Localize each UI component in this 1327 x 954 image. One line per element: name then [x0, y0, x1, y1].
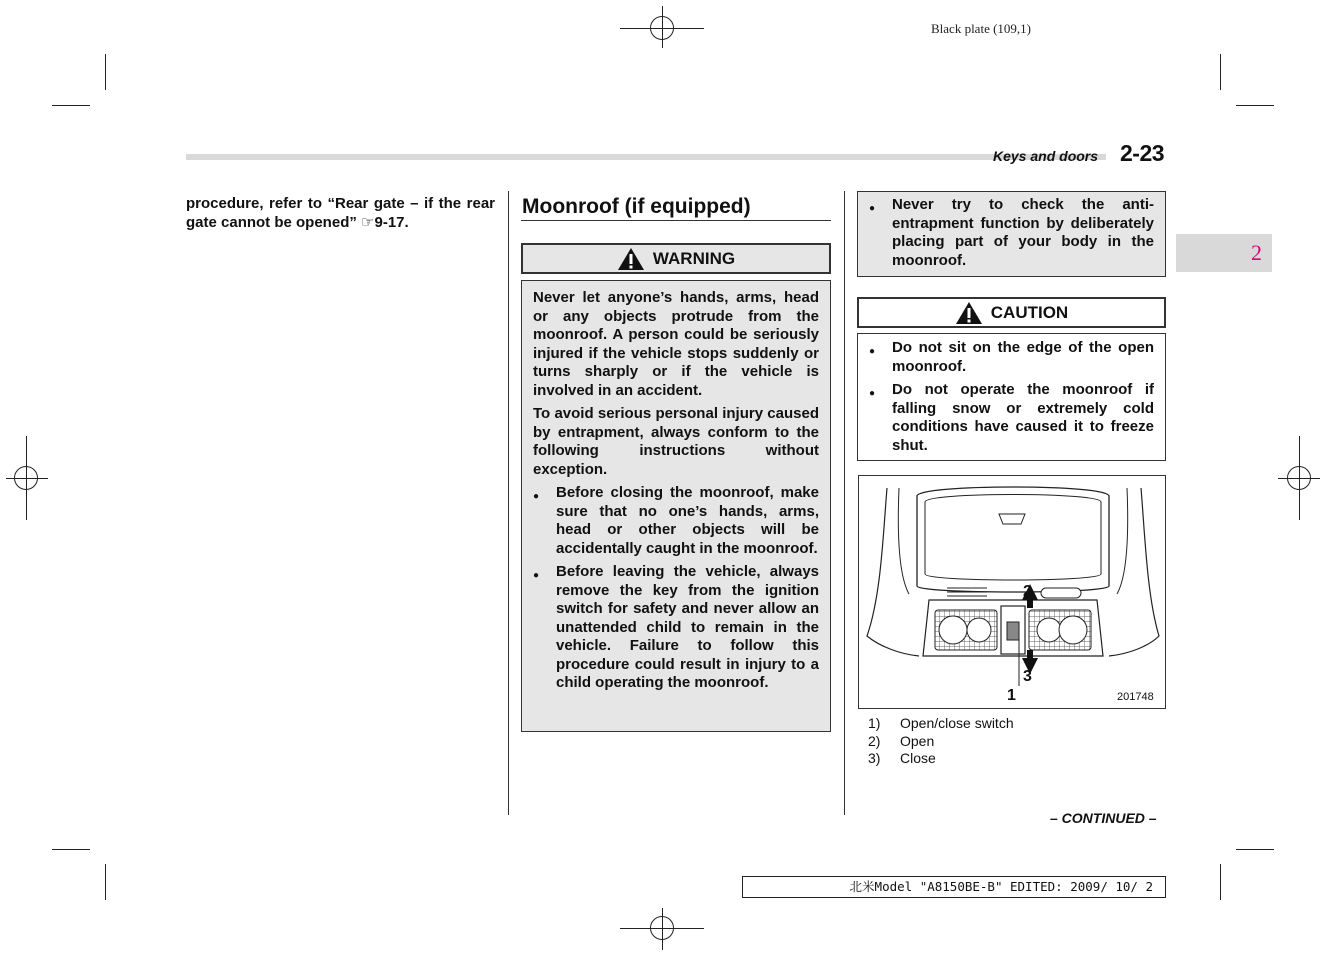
figure-id: 201748	[1117, 691, 1154, 703]
warning-triangle-icon	[617, 247, 645, 271]
caution-bullet-text: Do not sit on the edge of the open moonroof.	[892, 339, 1154, 375]
caution-bullet-1	[869, 339, 1154, 376]
caption-item	[868, 750, 1014, 768]
bullet-dot: ●	[533, 491, 540, 502]
anti-entrapment-bullet	[869, 196, 1154, 270]
overhead-console-drawing	[859, 476, 1166, 709]
callout-3: 3	[1023, 668, 1032, 685]
caption-text: Open/close switch	[900, 715, 1014, 731]
caption-number: 1)	[868, 715, 881, 731]
warning-message-box	[521, 280, 831, 732]
caption-number: 2)	[868, 732, 881, 749]
caution-bullet-2	[869, 381, 1154, 455]
caution-message-box	[857, 333, 1166, 461]
caption-text: Open	[900, 732, 935, 749]
section-heading: Moonroof (if equipped)	[522, 195, 751, 218]
warning-paragraph-1: Never let anyone’s hands, arms, head or any objects protrude from the moonroof. A person could be seriously injured if the vehicle stops suddenly or turns sharply or if the vehicle is involved in an accident.	[533, 289, 819, 399]
warning-continued-box	[857, 191, 1166, 277]
caption-item	[868, 733, 1014, 751]
figure-captions	[868, 715, 1014, 768]
continued-marker: – CONTINUED –	[1050, 810, 1157, 826]
chapter-tab-number: 2	[1251, 240, 1262, 265]
column-divider-left	[508, 191, 509, 815]
caption-text: Close	[900, 750, 936, 766]
warning-bullet-text: Before leaving the vehicle, always remove the key from the ignition switch for safety and never allow an unattended child to remain in the vehicle. Failure to follow this procedure could result in injury to a child operating the moonroof.	[556, 563, 819, 691]
plate-label: Black plate (109,1)	[931, 21, 1031, 36]
continued-paragraph	[186, 195, 495, 232]
chapter-tab	[1176, 234, 1272, 272]
page-number: 2-23	[1120, 140, 1165, 166]
anti-entrapment-text: Never try to check the anti-entrapment function by deliberately placing part of your body in the moonroof.	[892, 196, 1154, 269]
bullet-dot: ●	[869, 388, 876, 399]
reference-link[interactable]: 9-17.	[374, 213, 409, 231]
paragraph-text: procedure, refer to “Rear gate – if the rear gate cannot be opened”	[186, 195, 495, 231]
bullet-dot: ●	[533, 570, 540, 581]
bullet-dot: ●	[869, 203, 876, 214]
warning-bullet-1	[533, 484, 819, 558]
warning-paragraph-2: To avoid serious personal injury caused by entrapment, always conform to the following instructions without exception.	[533, 405, 819, 478]
heading-rule	[521, 220, 831, 221]
callout-1: 1	[1007, 687, 1016, 704]
caution-bullet-text: Do not operate the moonroof if falling snow or extremely cold conditions have caused it to freeze shut.	[892, 381, 1154, 454]
warning-label: WARNING	[652, 248, 736, 268]
caption-number: 3)	[868, 750, 881, 766]
edit-footer: 北米Model "A8150BE-B" EDITED: 2009/ 10/ 2	[742, 876, 1166, 898]
caption-item	[868, 715, 1014, 733]
caution-label: CAUTION	[990, 302, 1069, 322]
warning-label-box	[521, 243, 831, 274]
section-name: Keys and doors	[993, 148, 1099, 164]
bullet-dot: ●	[869, 346, 876, 357]
header-bar	[186, 154, 1106, 160]
caution-label-box	[857, 297, 1166, 328]
reference-icon: ☞	[361, 213, 375, 231]
warning-bullet-2	[533, 563, 819, 693]
moonroof-switch-illustration	[858, 475, 1166, 709]
column-divider-right	[844, 191, 845, 815]
callout-2: 2	[1023, 583, 1032, 600]
warning-bullet-text: Before closing the moonroof, make sure that no one’s hands, arms, head or other objects will be accidentally caught in the moonroof.	[556, 484, 819, 557]
caution-triangle-icon	[955, 301, 983, 325]
